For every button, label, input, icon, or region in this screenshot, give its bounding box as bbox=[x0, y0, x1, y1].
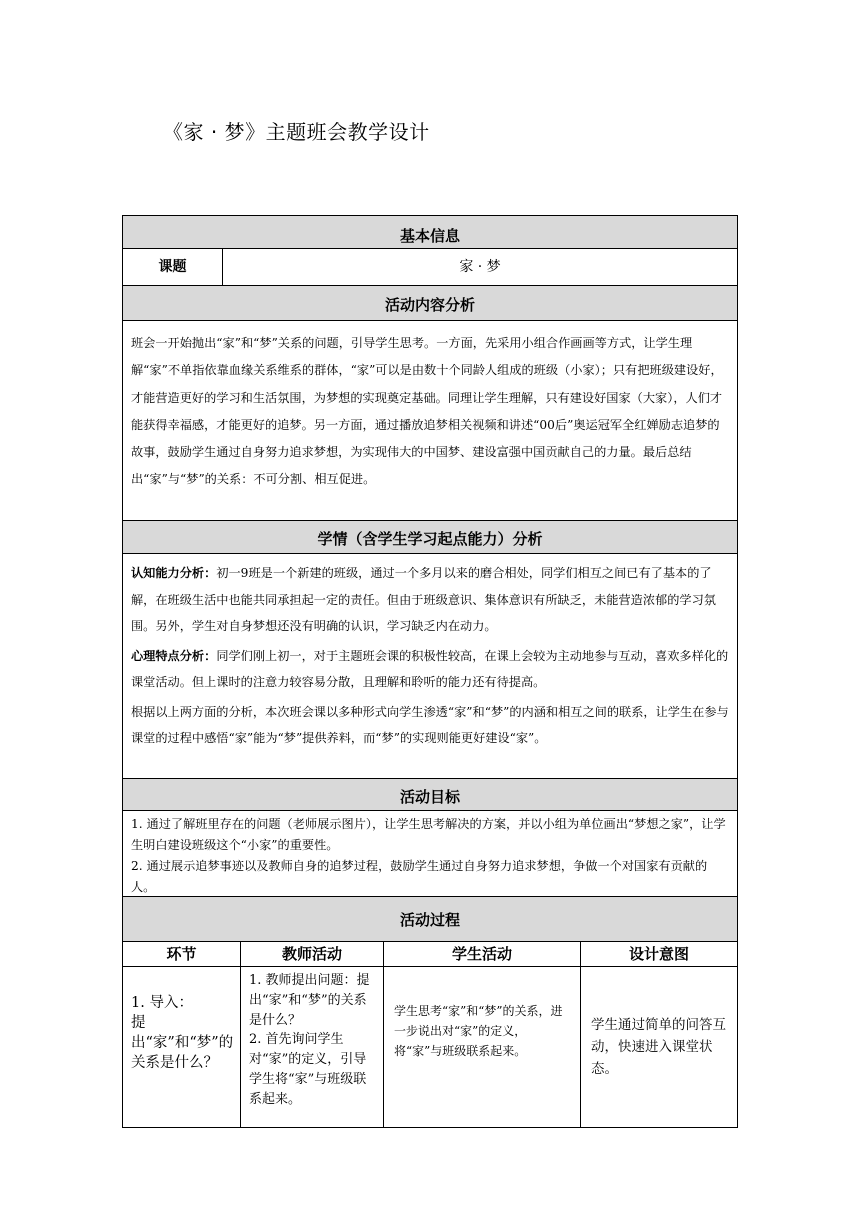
section-header-learner-analysis: 学情（含学生学习起点能力）分析 bbox=[123, 521, 737, 554]
section-header-basic-info: 基本信息 bbox=[123, 216, 737, 249]
column-header-intent: 设计意图 bbox=[628, 945, 689, 963]
lesson-plan-table bbox=[122, 215, 738, 1128]
teacher-activity-cell: 1. 教师提出问题：提出“家”和“梦”的关系是什么？ 2. 首先询问学生对“家”的定义，引导学生将“家”与班级联系起来。 bbox=[241, 967, 384, 1127]
psych-label: 心理特点分析： bbox=[131, 648, 217, 663]
goals-body bbox=[123, 811, 737, 897]
content-analysis-text: 班会一开始抛出“家”和“梦”关系的问题，引导学生思考。一方面，先采用小组合作画画等方式，让学生理解“家”不单指依靠血缘关系维系的群体，“家”可以是由数十个同龄人组成的班级（小家）；只有把班级建设好，才能营造更好的学习和生活氛围，为梦想的实现奠定基础。同理让学生理解，只有建设好国家（大家），人们才能获得幸福感，才能更好的追梦。另一方面，通过播放追梦相关视频和讲述“00后”奥运冠军全红婵励志追梦的故事，鼓励学生通过自身努力追求梦想，为实现伟大的中国梦、建设富强中国贡献自己的力量。最后总结出“家”与“梦”的关系：不可分割、相互促进。 bbox=[131, 336, 723, 487]
cognitive-label: 认知能力分析： bbox=[131, 566, 217, 580]
section-header-goals: 活动目标 bbox=[123, 779, 737, 811]
goal-item-2: 2. 通过展示追梦事迹以及教师自身的追梦过程，鼓励学生通过自身努力追求梦想，争做一个对国家有贡献的人。 bbox=[131, 859, 708, 894]
column-header-student: 学生活动 bbox=[384, 942, 581, 966]
content-analysis-body bbox=[123, 321, 737, 521]
learner-analysis-body bbox=[123, 554, 737, 779]
learner-summary: 根据以上两方面的分析，本次班会课以多种形式向学生渗透“家”和“梦”的内涵和相互之间的联系，让学生在参与课堂的过程中感悟“家”能为“梦”提供养料，而“梦”的实现则能更好建设“家”。 bbox=[131, 704, 729, 745]
topic-value: 家 · 梦 bbox=[459, 259, 501, 275]
column-header-teacher: 教师活动 bbox=[241, 942, 384, 966]
stage-cell: 1. 导入： 提出“家”和“梦”的关系是什么？ bbox=[123, 967, 241, 1127]
goal-item-1: 1. 通过了解班里存在的问题（老师展示图片），让学生思考解决的方案，并以小组为单位画出“梦想之家”，让学生明白建设班级这个“小家”的重要性。 bbox=[131, 817, 726, 852]
page-title: 《家 · 梦》主题班会教学设计 bbox=[163, 120, 430, 144]
section-header-content-analysis: 活动内容分析 bbox=[123, 286, 737, 321]
column-header-stage: 环节 bbox=[123, 942, 241, 966]
section-header-process: 活动过程 bbox=[123, 897, 737, 942]
process-row bbox=[123, 967, 737, 1127]
cognitive-analysis bbox=[131, 560, 729, 640]
cognitive-text: 初一9班是一个新建的班级，通过一个多月以来的磨合相处，同学们相互之间已有了基本的了解，在班级生活中也能共同承担起一定的责任。但由于班级意识、集体意识有所缺乏，未能营造浓郁的学习氛围。另外，学生对自身梦想还没有明确的认识，学习缺乏内在动力。 bbox=[131, 566, 716, 633]
psych-text: 同学们刚上初一，对于主题班会课的积极性较高，在课上会较为主动地参与互动，喜欢多样化的课堂活动。但上课时的注意力较容易分散，且理解和聆听的能力还有待提高。 bbox=[131, 648, 729, 689]
design-intent-cell: 学生通过简单的问答互动，快速进入课堂状态。 bbox=[591, 1017, 726, 1077]
student-activity-cell: 学生思考“家”和“梦”的关系，进一步说出对“家”的定义，将“家”与班级联系起来。 bbox=[384, 967, 581, 1127]
topic-label: 课题 bbox=[123, 249, 223, 285]
psych-analysis bbox=[131, 643, 729, 696]
topic-row bbox=[123, 249, 737, 286]
process-column-headers bbox=[123, 942, 737, 967]
